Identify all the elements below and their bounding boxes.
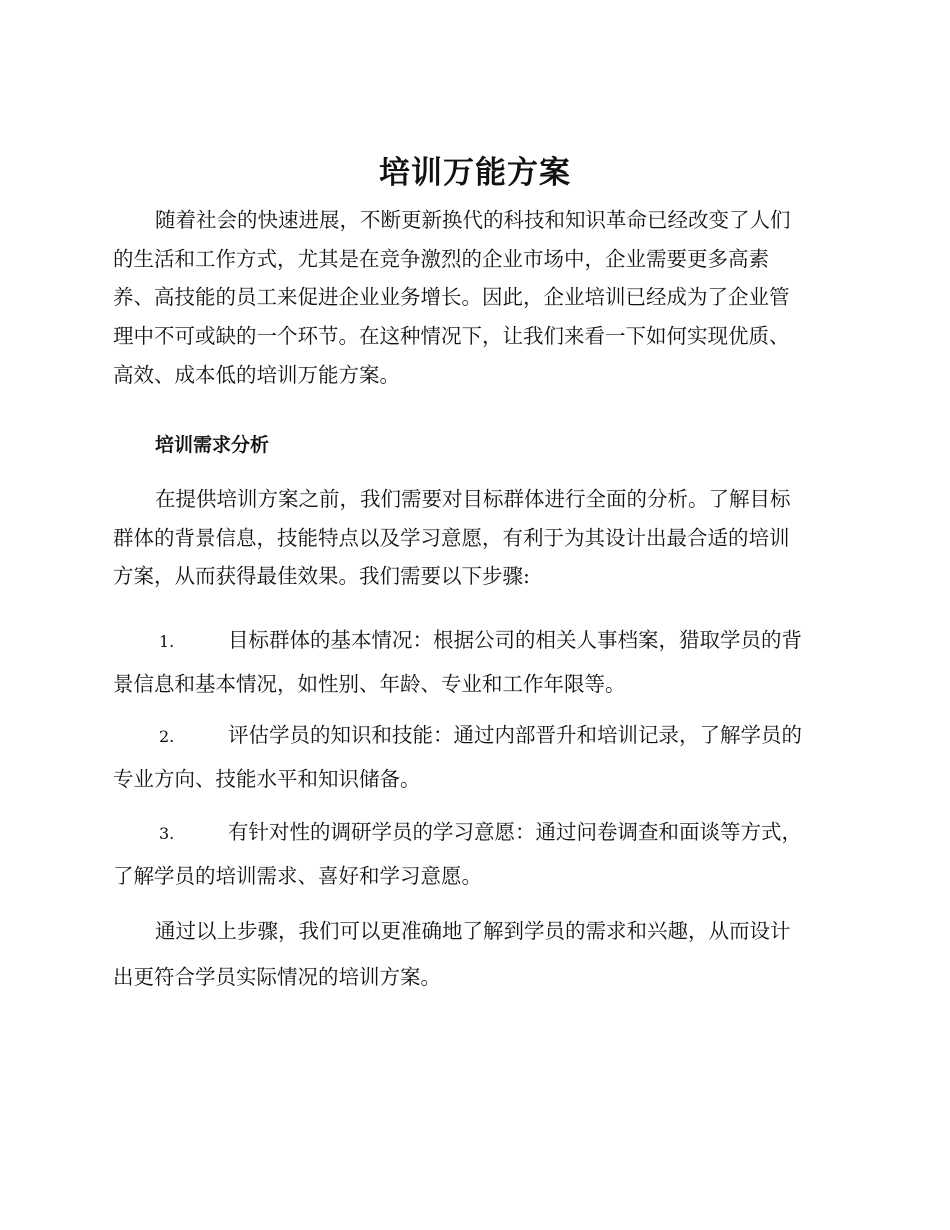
analysis-line: 方案，从而获得最佳效果。我们需要以下步骤: [113, 564, 530, 589]
step-text-line: 有针对性的调研学员的学习意愿：通过问卷调查和面谈等方式， [228, 820, 802, 844]
intro-line: 随着社会的快速进展，不断更新换代的科技和知识革命已经改变了人们 [155, 208, 791, 232]
intro-line: 高效、成本低的培训万能方案。 [113, 362, 400, 387]
step-text-line: 评估学员的知识和技能：通过内部晋升和培训记录，了解学员的 [228, 723, 802, 747]
step-number: 1. [159, 632, 175, 651]
intro-line: 养、高技能的员工来促进企业业务增长。因此，企业培训已经成为了企业管 [113, 285, 790, 310]
step-text-line: 专业方向、技能水平和知识储备。 [113, 767, 421, 791]
document-title: 培训万能方案 [379, 155, 571, 191]
intro-line: 的生活和工作方式，尤其是在竞争激烈的企业市场中，企业需要更多高素 [113, 246, 769, 271]
step-text-line: 了解学员的培训需求、喜好和学习意愿。 [113, 864, 482, 888]
intro-paragraph [113, 201, 829, 394]
analysis-line: 群体的背景信息，技能特点以及学习意愿，有利于为其设计出最合适的培训 [113, 525, 790, 550]
step-item-1 [113, 618, 829, 706]
step-text-line: 景信息和基本情况，如性别、年龄、专业和工作年限等。 [113, 672, 626, 696]
step-text-line: 目标群体的基本情况：根据公司的相关人事档案，猎取学员的背 [228, 628, 802, 652]
analysis-paragraph [113, 480, 829, 596]
step-item-2 [113, 713, 829, 801]
section-heading: 培训需求分析 [155, 434, 270, 456]
analysis-line: 在提供培训方案之前，我们需要对目标群体进行全面的分析。了解目标 [155, 487, 791, 511]
conclusion-line: 通过以上步骤，我们可以更准确地了解到学员的需求和兴趣，从而设计 [155, 919, 791, 943]
step-number: 2. [159, 727, 175, 746]
conclusion-line: 出更符合学员实际情况的培训方案。 [113, 965, 441, 989]
step-number: 3. [159, 824, 175, 843]
intro-line: 理中不可或缺的一个环节。在这种情况下，让我们来看一下如何实现优质、 [113, 324, 790, 349]
step-item-3 [113, 810, 829, 898]
conclusion-paragraph [113, 908, 829, 1000]
